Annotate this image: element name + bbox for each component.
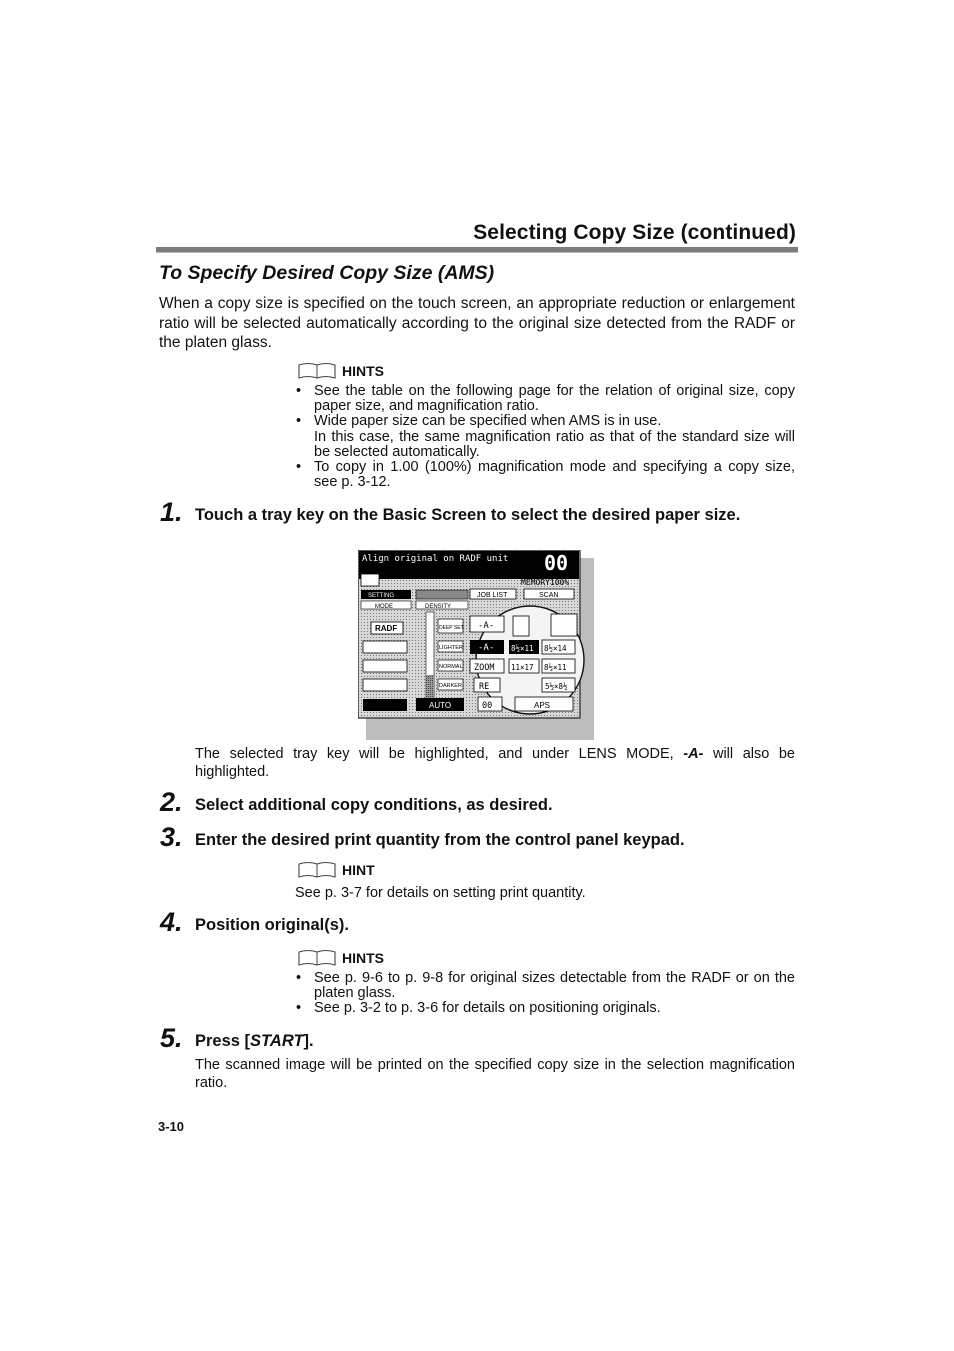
touch-screen-illustration — [358, 550, 594, 740]
step-text: Touch a tray key on the Basic Screen to select the desired paper size. — [195, 506, 741, 524]
section-title: To Specify Desired Copy Size (AMS) — [159, 262, 495, 284]
hint-item: • Wide paper size can be specified when AMS is in use. In this case, the same magnification ratio as that of the standard size will be selected automatically. — [296, 414, 795, 460]
hints-list — [296, 384, 795, 490]
step-number: 1. — [160, 497, 183, 527]
hint-text: See p. 3-7 for details on setting print quantity. — [295, 885, 586, 901]
lens-a-key: -A- — [478, 621, 495, 631]
page-number: 3-10 — [158, 1119, 185, 1134]
tab-setting: SETTING — [368, 593, 395, 599]
hint-heading — [298, 861, 375, 878]
zoom-key: ZOOM — [474, 663, 495, 673]
tray-key: 8½×14 — [544, 644, 567, 653]
step-text: Position original(s). — [195, 916, 350, 934]
section-density: DENSITY — [425, 604, 452, 610]
hint-item: • See the table on the following page for the relation of original size, copy paper size, and magnification ratio. — [296, 384, 795, 414]
lens-a-highlighted: -A- — [478, 643, 495, 653]
screen-message: Align original on RADF unit — [362, 554, 509, 564]
density-lighter: LIGHTER — [439, 645, 463, 651]
radf-key: RADF — [375, 624, 398, 633]
book-icon — [298, 949, 336, 966]
step-text: Select additional copy conditions, as desired. — [195, 796, 553, 814]
hints-list — [296, 971, 795, 1017]
tab-job-list: JOB LIST — [477, 592, 508, 599]
book-icon — [298, 861, 336, 878]
step-text: Press [START]. — [195, 1032, 314, 1050]
hints-heading — [298, 949, 384, 966]
hints-label: HINTS — [342, 949, 384, 966]
intro-paragraph: When a copy size is specified on the touch screen, an appropriate reduction or enlargement ratio will be selected automatically according to the original size detected from the RADF or the platen glass. — [159, 295, 795, 351]
density-normal: NORMAL — [439, 664, 463, 670]
screen-memory: MEMORY100% — [521, 578, 570, 587]
step-number: 4. — [160, 907, 183, 937]
hint-item: • See p. 3-2 to p. 3-6 for details on positioning originals. — [296, 1001, 795, 1016]
density-deep-set: DEEP SET — [439, 625, 464, 631]
hints-label: HINTS — [342, 362, 384, 379]
step-number: 2. — [160, 787, 183, 817]
step-number: 3. — [160, 822, 183, 852]
tray-key-selected: 8½×11 — [511, 644, 534, 653]
tray-key: 11×17 — [511, 663, 534, 672]
step-text: Enter the desired print quantity from the control panel keypad. — [195, 831, 685, 849]
step-number: 5. — [160, 1023, 183, 1053]
tab-scan: SCAN — [539, 592, 559, 599]
aps-key: APS — [534, 701, 551, 710]
density-darker: DARKER — [439, 683, 462, 689]
auto-key: AUTO — [429, 701, 452, 710]
tray-key: 8½×11 — [544, 663, 567, 672]
hints-heading — [298, 362, 384, 379]
section-mode: MODE — [375, 604, 393, 610]
hint-label: HINT — [342, 861, 375, 878]
header-rule — [156, 247, 798, 253]
page-header-title: Selecting Copy Size (continued) — [473, 221, 796, 244]
tray-key: 5½×8½ — [545, 682, 568, 691]
screen-counter: 00 — [544, 551, 569, 575]
hint-item: • To copy in 1.00 (100%) magnification mode and specifying a copy size, see p. 3-12. — [296, 460, 795, 490]
book-icon — [298, 362, 336, 379]
re-key: RE — [479, 682, 490, 692]
hint-item: • See p. 9-6 to p. 9-8 for original sizes detectable from the RADF or on the platen glass. — [296, 971, 795, 1001]
lens-00-key: 00 — [482, 701, 493, 711]
step5-result: The scanned image will be printed on the specified copy size in the selection magnification ratio. — [195, 1057, 795, 1091]
step1-result: The selected tray key will be highlighted, and under LENS MODE, -A- will also be highlighted. — [195, 746, 795, 780]
